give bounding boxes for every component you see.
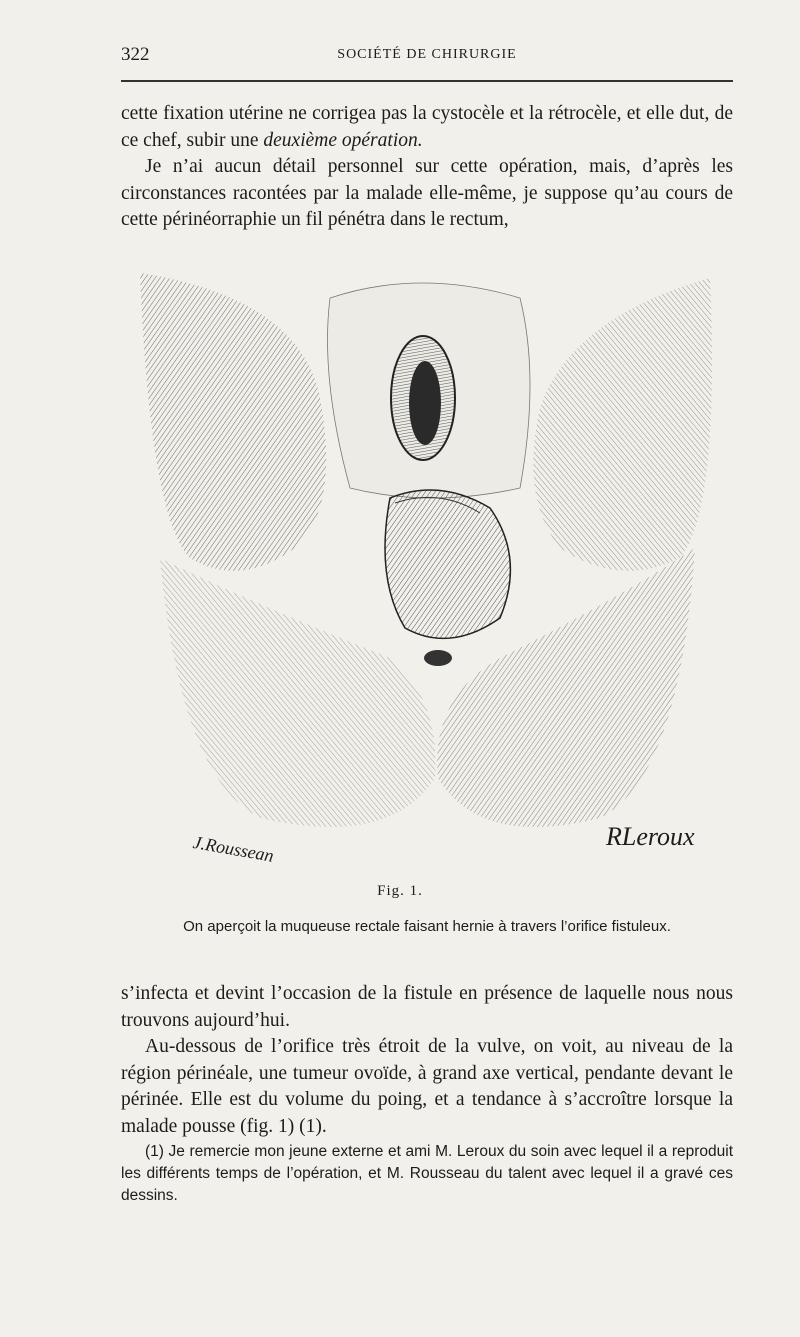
footnote: (1) Je remercie mon jeune externe et ami M. Leroux du soin avec lequel il a reproduit les différents temps de l’opération, et M. Rousseau du talent avec lequel il a gravé ces dessins. — [121, 1143, 733, 1204]
artist-signature: RLeroux — [606, 822, 695, 851]
engraving-illustration — [120, 258, 732, 858]
engraver-signature: J.Roussean — [191, 832, 276, 866]
paragraph-3: s’infecta et devint l’occasion de la fistule en présence de laquelle nous nous trouvons aujourd’hui. — [121, 983, 733, 1031]
figure-label: Fig. 1. — [377, 883, 423, 899]
italic-emphasis: deuxième opération. — [263, 129, 423, 151]
running-head: SOCIÉTÉ DE CHIRURGIE — [337, 47, 517, 62]
paragraph-4: Au-dessous de l’orifice très étroit de la vulve, on voit, au niveau de la région périnéale, une tumeur ovoïde, à grand axe vertical, pendante devant le périnée. Elle est du volume du poing, et a tendance à s’accroître lorsque la malade pousse (fig. 1) (1). — [121, 1036, 733, 1137]
page-number: 322 — [121, 44, 150, 65]
paragraph-2: Je n’ai aucun détail personnel sur cette opération, mais, d’après les circonstances racontées par la malade elle-même, je suppose qu’au cours de cette périnéorraphie un fil pénétra dans le rectum, — [121, 156, 733, 230]
engraving-figure — [120, 258, 732, 858]
header-rule — [121, 80, 733, 82]
text-block-bottom — [121, 981, 733, 1140]
figure-caption: On aperçoit la muqueuse rectale faisant hernie à travers l’orifice fistuleux. — [183, 918, 671, 935]
paragraph-1: cette fixation utérine ne corrigea pas la cystocèle et la rétrocèle, et elle dut, de ce chef, subir une deuxième opération. — [121, 103, 733, 151]
page-header — [121, 44, 733, 68]
text-block-top — [121, 101, 733, 234]
